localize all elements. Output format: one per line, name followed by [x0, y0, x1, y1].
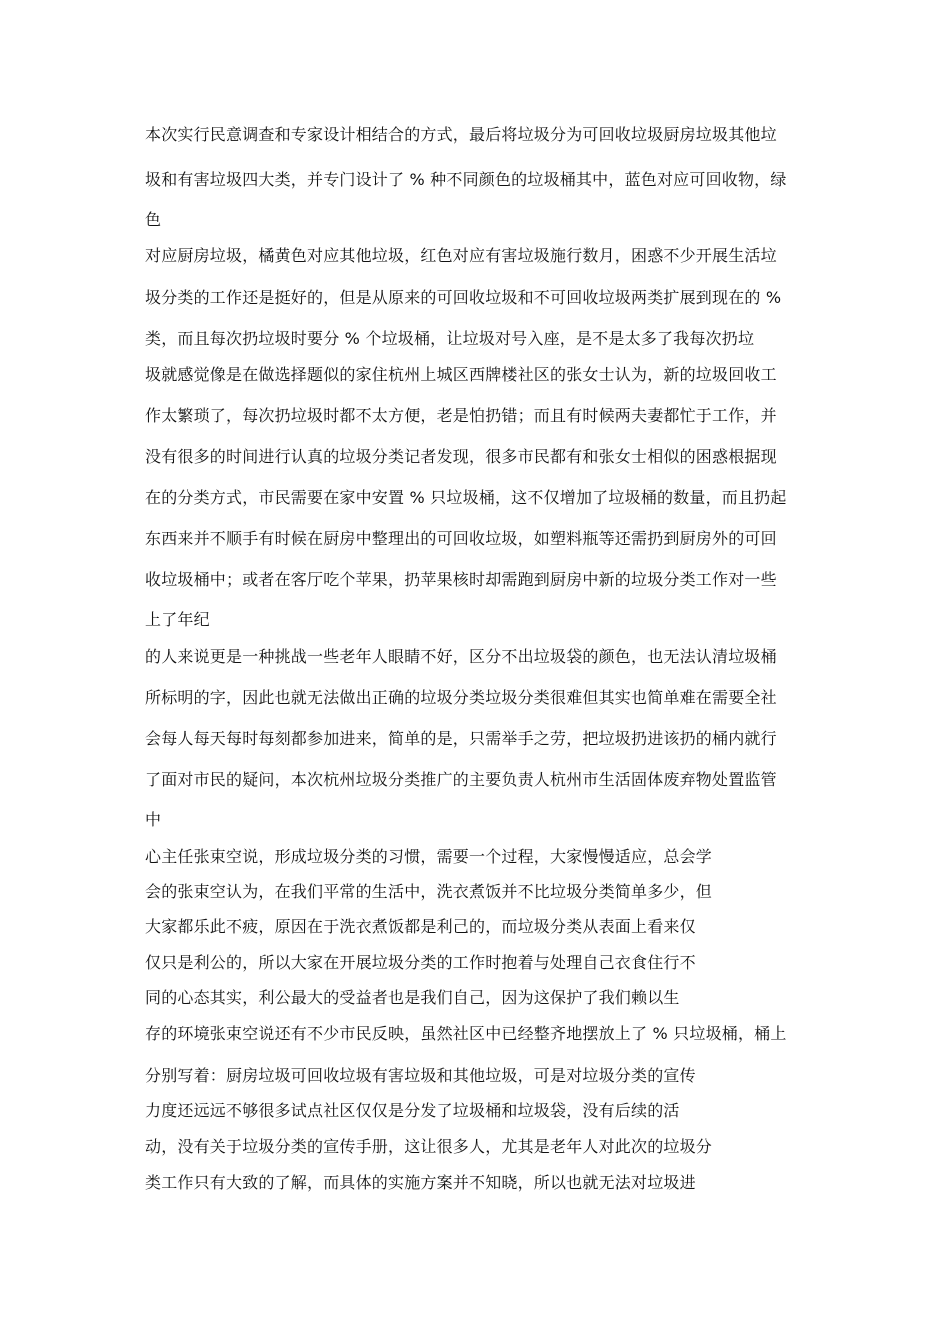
text-line: 力度还远远不够很多试点社区仅仅是分发了垃圾桶和垃圾袋，没有后续的活 — [145, 1101, 680, 1120]
text-line: 所标明的字，因此也就无法做出正确的垃圾分类垃圾分类很难但其实也简单难在需要全社 — [145, 688, 777, 707]
text-line: 的人来说更是一种挑战一些老年人眼睛不好，区分不出垃圾袋的颜色，也无法认清垃圾桶 — [145, 647, 777, 666]
text-line: 圾就感觉像是在做选择题似的家住杭州上城区西牌楼社区的张女士认为，新的垃圾回收工 — [145, 365, 777, 384]
text-line: 圾和有害垃圾四大类，并专门设计了 % 种不同颜色的垃圾桶其中，蓝色对应可回收物，绿 — [145, 170, 787, 189]
text-line: 了面对市民的疑问，本次杭州垃圾分类推广的主要负责人杭州市生活固体废弃物处置监管 — [145, 770, 777, 789]
text-line: 同的心态其实，利公最大的受益者也是我们自己，因为这保护了我们赖以生 — [145, 988, 680, 1007]
text-line: 分别写着：厨房垃圾可回收垃圾有害垃圾和其他垃圾，可是对垃圾分类的宣传 — [145, 1066, 696, 1085]
text-line: 动，没有关于垃圾分类的宣传手册，这让很多人，尤其是老年人对此次的垃圾分 — [145, 1137, 713, 1156]
text-line: 仅只是利公的，所以大家在开展垃圾分类的工作时抱着与处理自己衣食住行不 — [145, 953, 696, 972]
text-line: 在的分类方式，市民需要在家中安置 % 只垃圾桶，这不仅增加了垃圾桶的数量，而且扔起 — [145, 488, 787, 507]
text-line: 大家都乐此不疲，原因在于洗衣煮饭都是利己的，而垃圾分类从表面上看来仅 — [145, 917, 696, 936]
text-line: 圾分类的工作还是挺好的，但是从原来的可回收垃圾和不可回收垃圾两类扩展到现在的 % — [145, 288, 782, 307]
text-line: 中 — [145, 810, 162, 829]
text-line: 对应厨房垃圾，橘黄色对应其他垃圾，红色对应有害垃圾施行数月，困惑不少开展生活垃 — [145, 246, 777, 265]
text-line: 东西来并不顺手有时候在厨房中整理出的可回收垃圾，如塑料瓶等还需扔到厨房外的可回 — [145, 529, 777, 548]
text-line: 上了年纪 — [145, 610, 210, 629]
text-line: 没有很多的时间进行认真的垃圾分类记者发现，很多市民都有和张女士相似的困惑根据现 — [145, 447, 777, 466]
text-line: 本次实行民意调查和专家设计相结合的方式，最后将垃圾分为可回收垃圾厨房垃圾其他垃 — [145, 125, 777, 144]
text-line: 存的环境张束空说还有不少市民反映，虽然社区中已经整齐地摆放上了 % 只垃圾桶，桶上 — [145, 1024, 787, 1043]
text-line: 类，而且每次扔垃圾时要分 % 个垃圾桶，让垃圾对号入座，是不是太多了我每次扔垃 — [145, 329, 755, 348]
text-line: 会每人每天每时每刻都参加进来，简单的是，只需举手之劳，把垃圾扔进该扔的桶内就行 — [145, 729, 777, 748]
text-line: 收垃圾桶中；或者在客厅吃个苹果，扔苹果核时却需跑到厨房中新的垃圾分类工作对一些 — [145, 570, 777, 589]
text-line: 色 — [145, 210, 162, 229]
text-line: 类工作只有大致的了解，而具体的实施方案并不知晓，所以也就无法对垃圾进 — [145, 1173, 696, 1192]
text-line: 心主任张束空说，形成垃圾分类的习惯，需要一个过程，大家慢慢适应，总会学 — [145, 847, 713, 866]
text-line: 作太繁琐了，每次扔垃圾时都不太方便，老是怕扔错；而且有时候两夫妻都忙于工作，并 — [145, 406, 777, 425]
text-line: 会的张束空认为，在我们平常的生活中，洗衣煮饭并不比垃圾分类简单多少，但 — [145, 882, 713, 901]
